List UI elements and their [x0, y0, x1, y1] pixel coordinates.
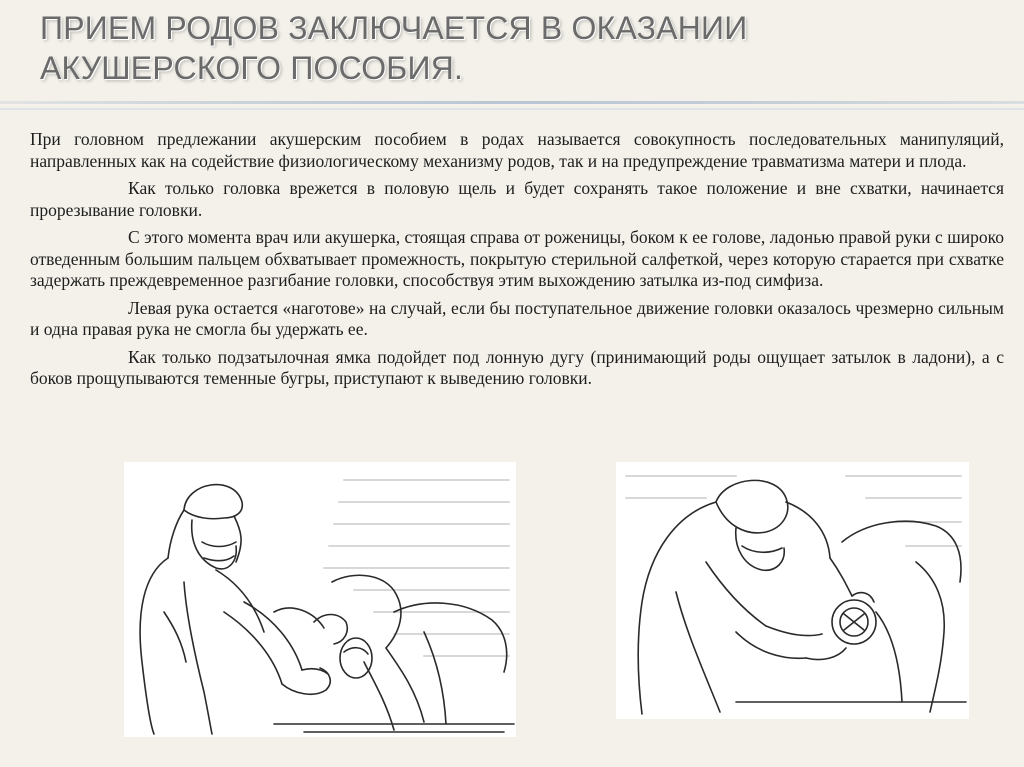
paragraph-1: При головном предлежании акушерским пособием в родах называется совокупность последовательных манипуляций, направленных как на содействие физиологическому механизму родов, так и на предупреждение травматизма матери и плода. — [30, 129, 1004, 171]
sketch-obstetrician-right — [616, 462, 969, 719]
paragraph-4: Левая рука остается «наготове» на случай, если бы поступательное движение головки оказалось чрезмерно сильным и одна правая рука не смогла бы удержать ее. — [30, 297, 1004, 339]
paragraph-2: Как только головка врежется в половую щель и будет сохранять такое положение и вне схватки, начинается прорезывание головки. — [30, 178, 1004, 220]
paragraph-3: С этого момента врач или акушерка, стоящая справа от роженицы, боком к ее голове, ладонью правой руки с широко отведенным большим пальцем обхватывает промежность, покрытую стерильной салфеткой, через которую старается при схватке задержать преждевременное разгибание головки, способствуя этим выхождению затылка из-под симфиза. — [30, 227, 1004, 290]
illustration-delivery-right — [616, 462, 969, 719]
slide-title: ПРИЕМ РОДОВ ЗАКЛЮЧАЕТСЯ В ОКАЗАНИИ АКУШЕРСКОГО ПОСОБИЯ. — [40, 10, 748, 86]
body-text — [30, 129, 1004, 396]
illustration-delivery-left — [124, 462, 516, 737]
paragraph-5: Как только подзатылочная ямка подойдет под лонную дугу (принимающий роды ощущает затылок в ладони), а с боков прощупываются теменные бугры, приступают к выведению головки. — [30, 346, 1004, 388]
title-divider — [0, 101, 1024, 115]
sketch-obstetrician-left — [124, 462, 516, 737]
